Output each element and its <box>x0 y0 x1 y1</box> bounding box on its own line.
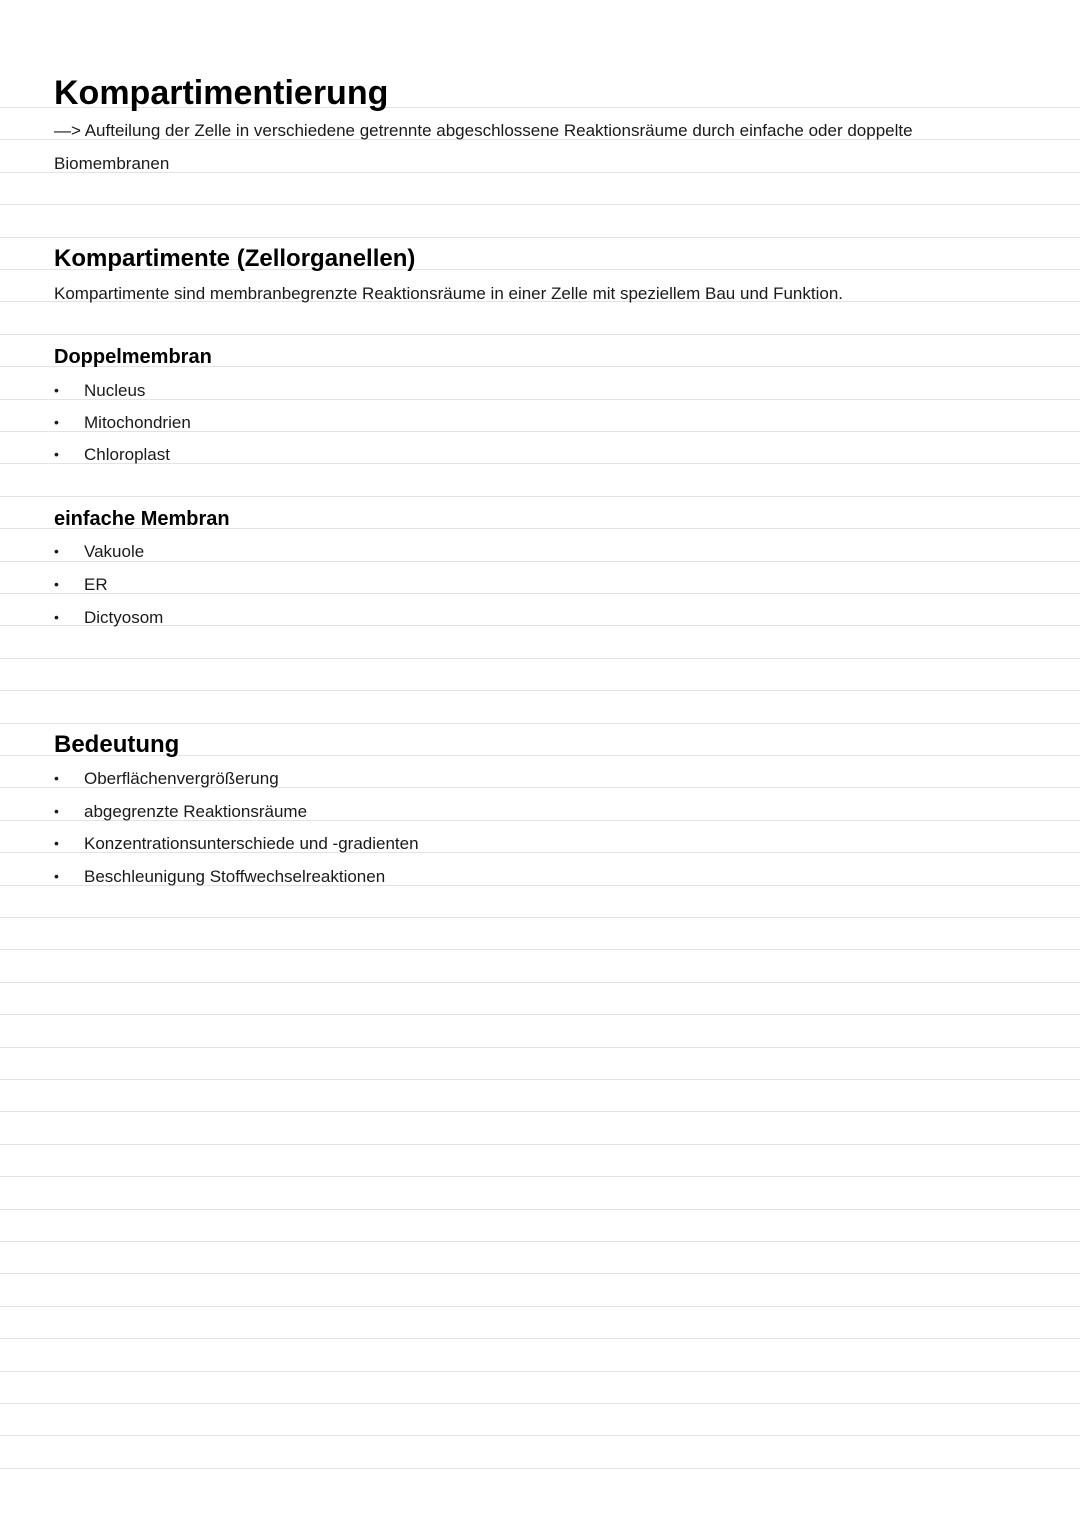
ruled-line <box>0 982 1080 983</box>
ruled-line <box>0 399 1080 400</box>
list-item-label: Oberflächenvergrößerung <box>84 769 279 788</box>
single-membrane-heading: einfache Membran <box>54 508 230 530</box>
ruled-line <box>0 658 1080 659</box>
list-item-label: Dictyosom <box>84 608 164 627</box>
bullet-icon: • <box>54 868 59 884</box>
ruled-line <box>0 496 1080 497</box>
list-item-label: Vakuole <box>84 542 145 561</box>
ruled-line <box>0 1371 1080 1372</box>
ruled-line <box>0 1338 1080 1339</box>
bullet-icon: • <box>54 414 59 430</box>
ruled-line <box>0 561 1080 562</box>
list-item <box>54 542 144 562</box>
list-item-label: Mitochondrien <box>84 413 191 432</box>
ruled-line <box>0 723 1080 724</box>
list-item <box>54 445 170 465</box>
bullet-icon: • <box>54 576 59 592</box>
list-item <box>54 802 307 822</box>
ruled-line <box>0 1111 1080 1112</box>
list-item <box>54 867 385 887</box>
ruled-line <box>0 1014 1080 1015</box>
ruled-line <box>0 334 1080 335</box>
page-title: Kompartimentierung <box>54 74 389 112</box>
list-item-label: Beschleunigung Stoffwechselreaktionen <box>84 867 386 886</box>
ruled-line <box>0 1273 1080 1274</box>
list-item-label: Nucleus <box>84 381 146 400</box>
compartments-heading: Kompartimente (Zellorganellen) <box>54 245 416 272</box>
bullet-icon: • <box>54 382 59 398</box>
ruled-line <box>0 237 1080 238</box>
bullet-icon: • <box>54 543 59 559</box>
bullet-icon: • <box>54 835 59 851</box>
ruled-line <box>0 1241 1080 1242</box>
list-item <box>54 608 163 628</box>
list-item-label: ER <box>84 575 108 594</box>
ruled-line <box>0 1468 1080 1469</box>
ruled-line <box>0 949 1080 950</box>
compartments-description: Kompartimente sind membranbegrenzte Reaktionsräume in einer Zelle mit speziellem Bau und Funktion. <box>54 284 843 303</box>
ruled-line <box>0 1435 1080 1436</box>
double-membrane-heading: Doppelmembran <box>54 346 212 368</box>
bullet-icon: • <box>54 770 59 786</box>
list-item-label: Konzentrationsunterschiede und -gradienten <box>84 834 419 853</box>
ruled-line <box>0 204 1080 205</box>
bullet-icon: • <box>54 446 59 462</box>
ruled-line <box>0 917 1080 918</box>
list-item <box>54 834 419 854</box>
ruled-line <box>0 1144 1080 1145</box>
definition-line-2: Biomembranen <box>54 154 170 173</box>
list-item <box>54 413 191 433</box>
bullet-icon: • <box>54 609 59 625</box>
ruled-line <box>0 1079 1080 1080</box>
ruled-line <box>0 1209 1080 1210</box>
list-item <box>54 381 145 401</box>
ruled-line <box>0 690 1080 691</box>
definition-line-1: —> Aufteilung der Zelle in verschiedene getrennte abgeschlossene Reaktionsräume durch einfache oder doppelte <box>54 121 913 140</box>
ruled-line <box>0 1403 1080 1404</box>
significance-heading: Bedeutung <box>54 731 180 758</box>
list-item <box>54 769 279 789</box>
ruled-line <box>0 1047 1080 1048</box>
ruled-line <box>0 1306 1080 1307</box>
ruled-line <box>0 593 1080 594</box>
list-item <box>54 575 108 595</box>
list-item-label: abgegrenzte Reaktionsräume <box>84 802 308 821</box>
ruled-line <box>0 1176 1080 1177</box>
list-item-label: Chloroplast <box>84 445 170 464</box>
bullet-icon: • <box>54 803 59 819</box>
